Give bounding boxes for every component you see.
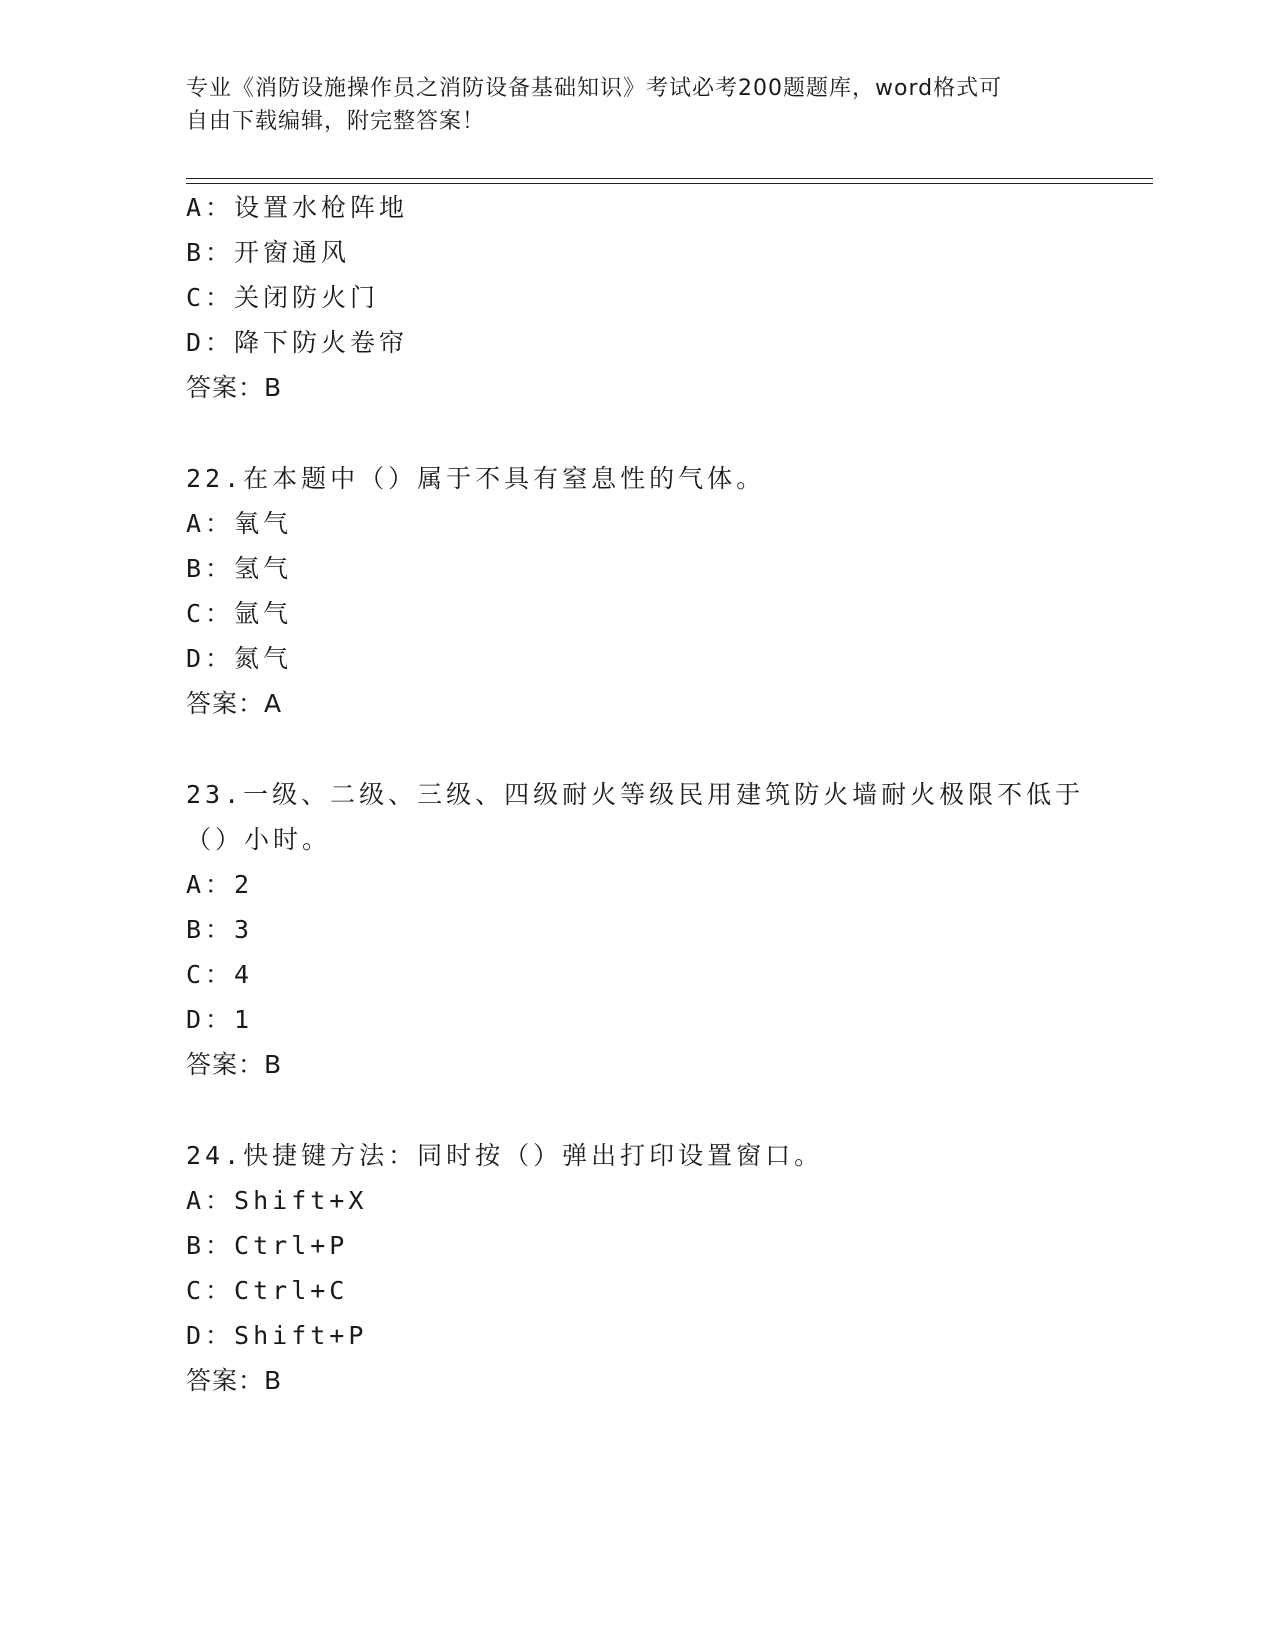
q24-answer: 答案：B [186, 1366, 283, 1395]
option-a: A：设置水枪阵地 [186, 193, 409, 222]
q24-option-b: B：Ctrl+P [186, 1231, 349, 1260]
q22-option-a: A：氧气 [186, 509, 293, 538]
q24-option-d: D：Shift+P [186, 1321, 368, 1350]
question-22: 22.在本题中（）属于不具有窒息性的气体。 [186, 464, 766, 493]
option-c: C：关闭防火门 [186, 283, 380, 312]
question-24: 24.快捷键方法：同时按（）弹出打印设置窗口。 [186, 1141, 824, 1170]
q22-option-d: D：氮气 [186, 644, 293, 673]
q24-option-a: A：Shift+X [186, 1186, 368, 1215]
header-line-2: 自由下载编辑，附完整答案！ [186, 109, 486, 134]
q23-answer: 答案：B [186, 1050, 283, 1079]
q22-option-b: B：氢气 [186, 554, 293, 583]
header-divider-bottom [186, 183, 1153, 184]
answer: 答案：B [186, 373, 283, 402]
q23-option-a: A：2 [186, 870, 254, 899]
option-d: D：降下防火卷帘 [186, 328, 409, 357]
q23-option-b: B：3 [186, 915, 254, 944]
q23-option-c: C：4 [186, 960, 254, 989]
header-line-1: 专业《消防设施操作员之消防设备基础知识》考试必考200题题库，word格式可 [186, 76, 1003, 101]
question-23-line-2: （）小时。 [186, 825, 332, 854]
q24-option-c: C：Ctrl+C [186, 1276, 349, 1305]
header-divider-top [186, 178, 1153, 179]
question-23-line-1: 23.一级、二级、三级、四级耐火等级民用建筑防火墙耐火极限不低于 [186, 780, 1085, 809]
document-header [186, 72, 1086, 138]
q22-answer: 答案：A [186, 689, 283, 718]
q22-option-c: C：氩气 [186, 599, 293, 628]
option-b: B：开窗通风 [186, 238, 351, 267]
q23-option-d: D：1 [186, 1005, 254, 1034]
